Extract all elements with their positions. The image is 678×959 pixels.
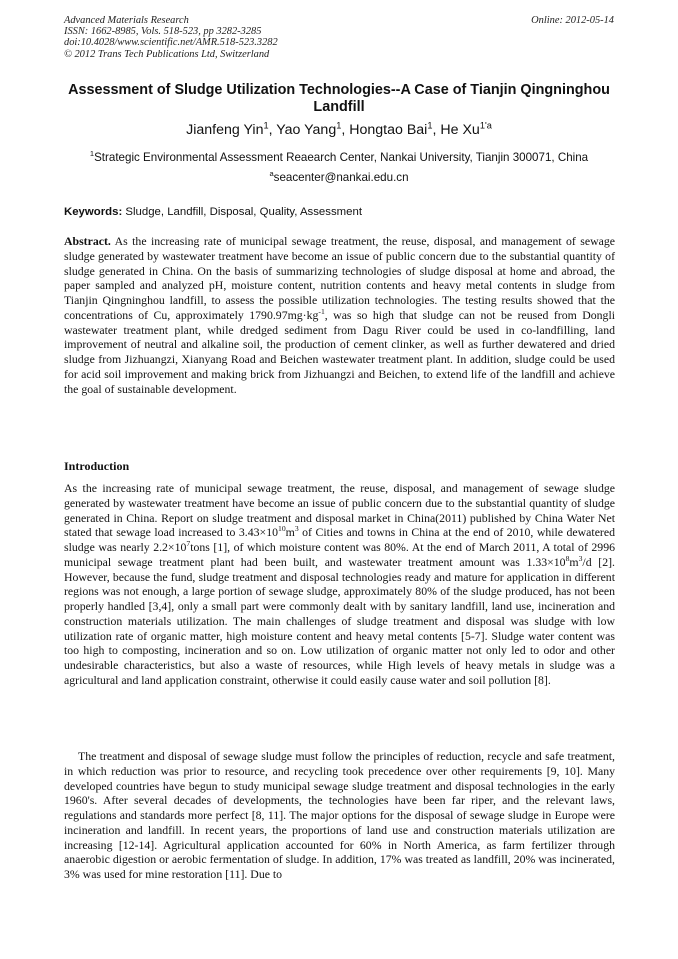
author-name: He Xu [440,122,480,138]
section-heading-introduction: Introduction [64,459,130,473]
author-name: Yao Yang [276,122,337,138]
doi-line: doi:10.4028/www.scientific.net/AMR.518-523.3282 [64,37,278,49]
issn-line: ISSN: 1662-8985, Vols. 518-523, pp 3282-3285 [64,26,262,38]
intro-paragraph-2: The treatment and disposal of sewage sludge must follow the principles of reduction, recycle and safe treatment, in which reduction was prior to resource, and recycling took precedence over other requirements [9, 10]. Many developed countries have begun to study municipal sewage sludge treatment and disposal technologies in the early 1960's. After several decades of developments, the technologies have been far riper, and the relevant laws, regulations and standards more perfect [8, 11]. The major options for the disposal of sewage sludge in Europe were incineration and landfill. In recent years, the proportions of land use and construction materials utilization are increasing [12-14]. Agricultural application accounted for 60% in North America, as farm fertilizer through anaerobic digestion or aerobic fermentation of sludge. In addition, 17% was treated as landfill, 20% was incinerated, 3% was used for mine restoration [11]. Due to [64,749,615,881]
affiliation-block [64,148,614,188]
abstract: Abstract. As the increasing rate of municipal sewage treatment, the reuse, disposal, and management of sewage sludge generated by wastewater treatment have become an issue of public concern due to the substantial quantity of sludge generated in China. On the basis of summarizing technologies of sludge disposal at home and abroad, the paper sampled and analyzed pH, moisture content, nutrition contents and heavy metal contents in sludge from Tianjin Qingninghou landfill, to assess the possible utilization technologies. The testing results showed that the concentrations of Cu, approximately $1790.97mg\cdot kg^{-1}$, was so high that sludge can not be reused from Dongli wastewater treatment plant, while dredged sediment from Dagu River could be used in co-landfilling, land improvement of neutral and alkaline soil, the production of cement clinker, as well as further dewatered and dried sludge from Jizhuangzi, Xianyang Road and Beichen wastewater treatment plant. In addition, sludge could be used for acid soil improvement and making brick from Jizhuangzi and Beichen, to extend life of the landfill and achieve the goal of sustainable development. [64,234,615,396]
email-line: $^a$seacenter@nankai.edu.cn [269,169,409,184]
author-affiliation-mark: 1 [336,120,342,131]
online-date: Online: 2012-05-14 [531,15,614,26]
author-name: Jianfeng Yin [186,122,264,138]
journal-name: Advanced Materials Research [64,15,189,26]
abstract-label: Abstract. [64,234,111,248]
email-link[interactable]: seacenter@nankai.edu.cn [273,171,409,184]
author-affiliation-mark: 1 [263,120,269,131]
keywords-text: Sludge, Landfill, Disposal, Quality, Assessment [125,206,362,218]
affiliation-line: $^1$Strategic Environmental Assessment Reaearch Center, Nankai University, Tianjin 300071, China [89,149,589,164]
author-list: Jianfeng Yin$^1$, Yao Yang$^1$, Hongtao Bai$^1$, He $Xu^{1'a}$ [186,120,492,138]
intro-paragraph-1: As the increasing rate of municipal sewage treatment, the reuse, disposal, and management of sewage sludge generated by wastewater treatment have become an issue of public concern due to the substantial quantity of sludge generated in China. Report on sludge treatment and disposal market in China(2011) published by China Water Net stated that sewage load increased to $3.43\times 10^{10}m^3$ of Cities and towns in China at the end of 2010, while dewatered sludge was nearly $2.2\times 10^7tons$ [1], of which moisture content was 80%. At the end of March 2011, A total of 2996 municipal sewage treatment plant had been built, and wastewater treatment amount was $1.33\times 10^8m^3/d$ [2]. However, because the fund, sludge treatment and disposal technologies ready and mature for application in different regions was not enough, a large portion of sewage sludge, approximately 80% of the sludge produced, has not been properly handled [3,4], only a small part were commonly dealt with by sanitary landfill, land use, incineration and construction materials utilization. The main challenges of sludge treatment and disposal was sludge with low utilization rate of organic matter, high moisture content and heavy metal contents [5-7]. Sludge water content was too high to composting, incineration and so on. Low utilization of organic matter not only led to odor and other undesirable characteristics, but also a waste of resources, while High levels of heavy metals in sludge was a agricultural and land application constraint, otherwise it could easily cause water and soil pollution [8]. [64,481,615,687]
author-affiliation-mark: 1'a [479,120,492,131]
paper-title: Assessment of Sludge Utilization Technologies--A Case of Tianjin Qingninghou Landfill [68,82,610,115]
author-name: Hongtao Bai [349,122,428,138]
copyright-line: © 2012 Trans Tech Publications Ltd, Switzerland [64,48,270,60]
journal-header [64,15,278,60]
keywords-label: Keywords: [64,206,123,218]
author-affiliation-mark: 1 [427,120,433,131]
keywords [64,206,362,218]
